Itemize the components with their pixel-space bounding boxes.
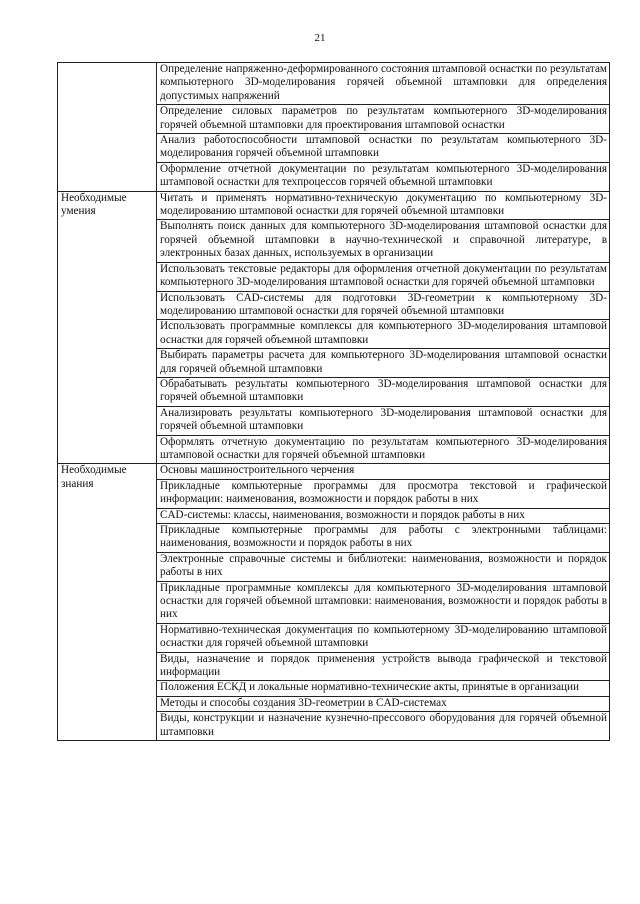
requirement-item: Электронные справочные системы и библиотеки: наименования, возможности и порядок работы в них [157,552,610,581]
requirement-item: Положения ЕСКД и локальные нормативно-технические акты, принятые в организации [157,681,610,696]
requirement-item: Оформлять отчетную документацию по результатам компьютерного 3D-моделирования штамповой оснастки для горячей объемной штамповки [157,435,610,464]
requirement-item: Анализ работоспособности штамповой оснастки по результатам компьютерного 3D-моделирования горячей объемной штамповки [157,134,610,163]
requirements-table-body [58,63,610,741]
requirement-item: Использовать программные комплексы для компьютерного 3D-моделирования штамповой оснастки для горячей объемной штамповки [157,320,610,349]
table-row [58,191,610,220]
requirement-item: Выбирать параметры расчета для компьютерного 3D-моделирования штамповой оснастки для горячей объемной штамповки [157,349,610,378]
requirement-item: Определение напряженно-деформированного состояния штамповой оснастки по результатам компьютерного 3D-моделирования горячей объемной штамповки для определения допустимых напряжений [157,63,610,105]
section-label: Необходимые умения [58,191,157,464]
requirement-item: CAD-системы: классы, наименования, возможности и порядок работы в них [157,508,610,523]
requirement-item: Методы и способы создания 3D-геометрии в CAD-системах [157,696,610,711]
requirement-item: Использовать CAD-системы для подготовки 3D-геометрии к компьютерному 3D-моделированию штамповой оснастки для горячей объемной штамповки [157,291,610,320]
requirement-item: Определение силовых параметров по результатам компьютерного 3D-моделирования горячей объемной штамповки для проектирования штамповой оснастки [157,105,610,134]
requirement-item: Выполнять поиск данных для компьютерного 3D-моделирования штамповой оснастки для горячей объемной штамповки в научно-технической и справочной литературе, в электронных базах данных, используемых в организации [157,220,610,262]
section-label: Необходимые знания [58,464,157,741]
requirement-item: Оформление отчетной документации по результатам компьютерного 3D-моделирования штамповой оснастки для техпроцессов горячей объемной штамповки [157,162,610,191]
requirement-item: Использовать текстовые редакторы для оформления отчетной документации по результатам компьютерного 3D-моделирования штамповой оснастки для горячей объемной штамповки [157,262,610,291]
requirement-item: Прикладные компьютерные программы для просмотра текстовой и графической информации: наименования, возможности и порядок работы в них [157,479,610,508]
requirement-item: Прикладные компьютерные программы для работы с электронными таблицами: наименования, возможности и порядок работы в них [157,524,610,553]
requirements-table [57,62,610,741]
requirement-item: Прикладные программные комплексы для компьютерного 3D-моделирования штамповой оснастки для горячей объемной штамповки: наименования, возможности и порядок работы в них [157,581,610,623]
table-row [58,464,610,479]
requirement-item: Виды, назначение и порядок применения устройств вывода графической и текстовой информации [157,652,610,681]
requirement-item: Виды, конструкции и назначение кузнечно-прессового оборудования для горячей объемной штамповки [157,712,610,741]
requirement-item: Анализировать результаты компьютерного 3D-моделирования штамповой оснастки для горячей объемной штамповки [157,406,610,435]
section-label [58,63,157,192]
requirement-item: Основы машиностроительного черчения [157,464,610,479]
requirement-item: Читать и применять нормативно-техническую документацию по компьютерному 3D-моделированию штамповой оснастки для горячей объемной штамповки [157,191,610,220]
requirement-item: Обрабатывать результаты компьютерного 3D-моделирования штамповой оснастки для горячей объемной штамповки [157,377,610,406]
table-row [58,63,610,105]
page-number: 21 [314,32,326,44]
requirement-item: Нормативно-техническая документация по компьютерному 3D-моделированию штамповой оснастки для горячей объемной штамповки [157,623,610,652]
